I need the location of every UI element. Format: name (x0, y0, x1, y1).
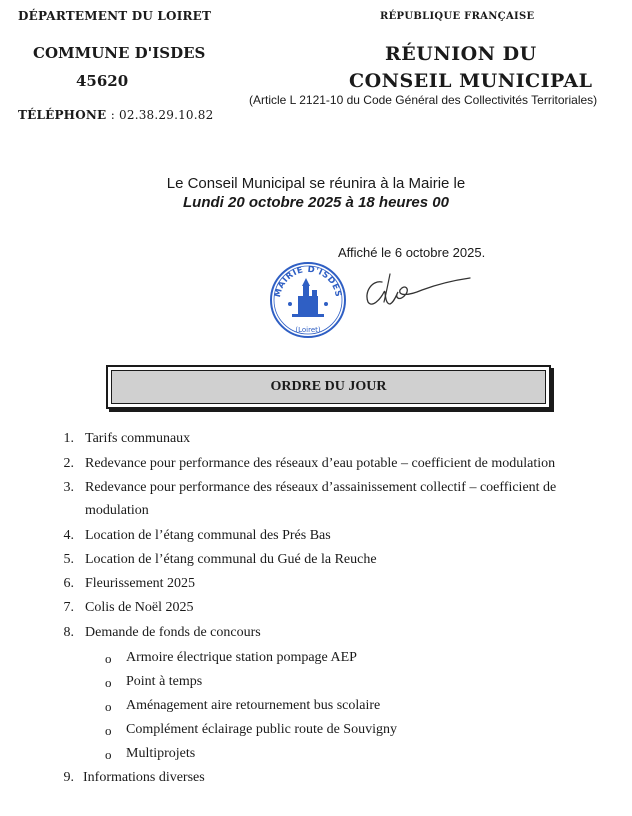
agenda-title-box (106, 365, 551, 409)
phone-line (18, 108, 213, 122)
item-text: Tarifs communaux (85, 431, 191, 446)
item-text: Fleurissement 2025 (85, 576, 196, 591)
item-text: Redevance pour performance des réseaux d’eau potable – coefficient de modulation (85, 456, 556, 471)
item-number: 9. (63, 770, 74, 785)
stamp-bottom-text: (Loiret) (295, 326, 321, 334)
department-label: DÉPARTEMENT DU LOIRET (18, 9, 212, 23)
item-number: 7. (63, 600, 74, 615)
bullet-icon: o (105, 747, 112, 762)
item-text: Colis de Noël 2025 (85, 600, 194, 615)
item-number: 4. (63, 528, 74, 543)
republic-label: RÉPUBLIQUE FRANÇAISE (380, 11, 535, 22)
meeting-date: Lundi 20 octobre 2025 à 18 heures 00 (183, 194, 449, 211)
item-number: 5. (63, 552, 74, 567)
stamp-top-text: MAIRIE D'ISDES (272, 264, 343, 299)
item-text: Informations diverses (83, 770, 205, 785)
item-text: Demande de fonds de concours (85, 625, 261, 640)
agenda-title: ORDRE DU JOUR (111, 370, 546, 404)
item-number: 6. (63, 576, 74, 591)
meeting-intro: Le Conseil Municipal se réunira à la Mairie le (166, 175, 466, 192)
item-text: Location de l’étang communal du Gué de la Reuche (85, 552, 377, 567)
item-number: 3. (63, 480, 74, 495)
item-number: 8. (63, 625, 74, 640)
sub-item-text: Multiprojets (126, 746, 196, 761)
bullet-icon: o (105, 699, 112, 714)
phone-label: TÉLÉPHONE (18, 108, 107, 122)
postal-code: 45620 (76, 72, 129, 90)
signature-icon (360, 270, 475, 312)
sub-item-text: Point à temps (126, 674, 203, 689)
sub-item-text: Complément éclairage public route de Souvigny (126, 722, 397, 737)
mairie-stamp (268, 260, 348, 340)
sub-item-text: Armoire électrique station pompage AEP (126, 650, 357, 665)
stamp-seal-icon (268, 260, 348, 340)
meeting-title-line2: CONSEIL MUNICIPAL (349, 70, 593, 92)
bullet-icon: o (105, 675, 112, 690)
posting-date: Affiché le 6 octobre 2025. (338, 245, 486, 260)
article-reference: (Article L 2121-10 du Code Général des Collectivités Territoriales) (249, 93, 598, 107)
phone-number: : 02.38.29.10.82 (110, 108, 214, 122)
bullet-icon: o (105, 723, 112, 738)
sub-item-text: Aménagement aire retournement bus scolaire (126, 698, 381, 713)
bullet-icon: o (105, 651, 112, 666)
item-text: Redevance pour performance des réseaux d’assainissement collectif – coefficient de (85, 480, 557, 495)
item-text-continuation: modulation (85, 503, 149, 518)
item-number: 1. (63, 431, 74, 446)
meeting-title-line1: RÉUNION DU (385, 43, 537, 65)
item-number: 2. (63, 456, 74, 471)
commune-name: COMMUNE D'ISDES (33, 44, 206, 62)
item-text: Location de l’étang communal des Prés Bas (85, 528, 331, 543)
